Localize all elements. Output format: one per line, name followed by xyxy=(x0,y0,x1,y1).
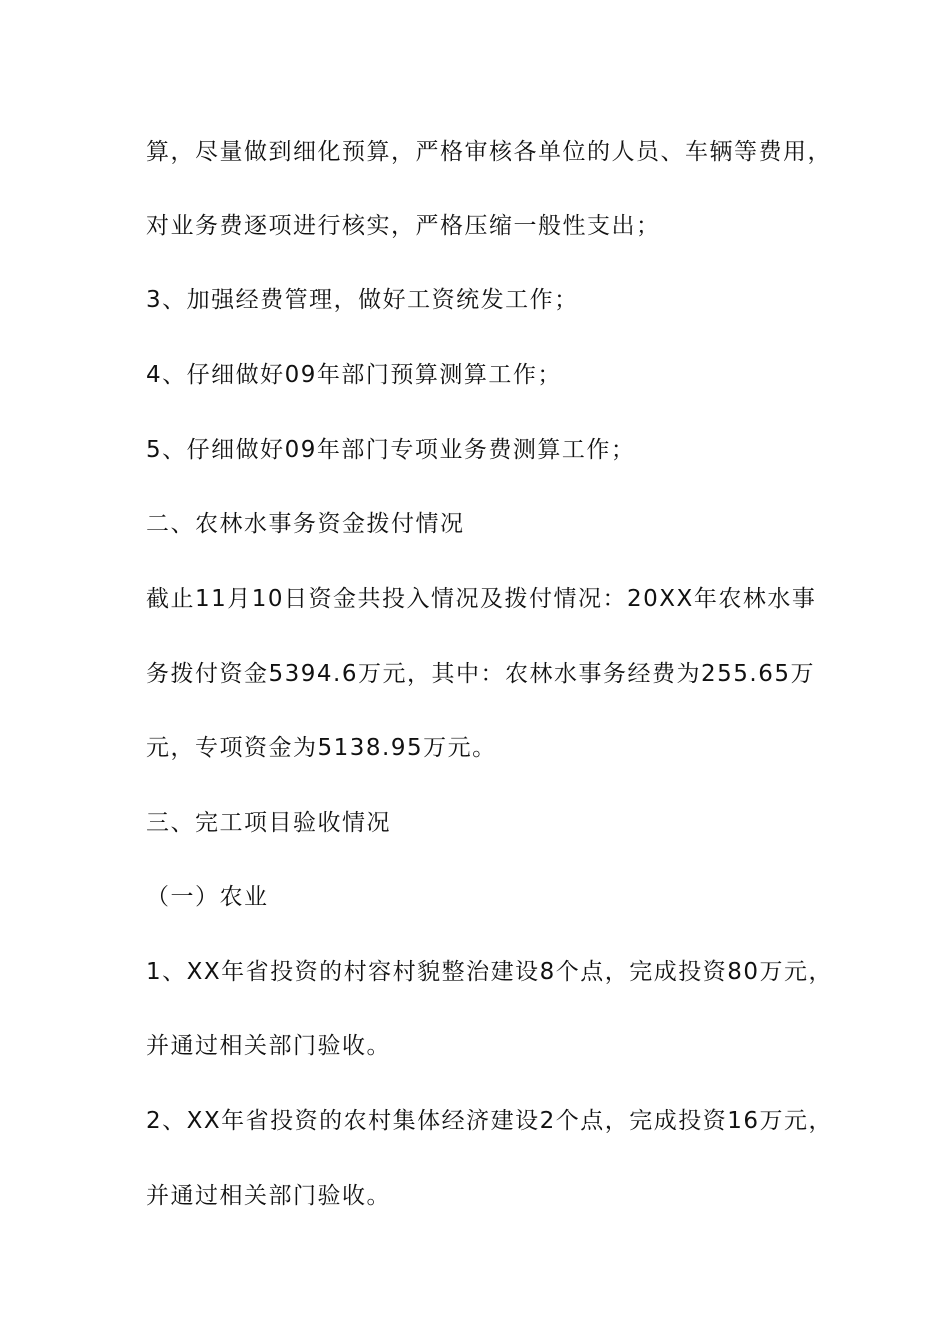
paragraph-line: 务拨付资金5394.6万元，其中：农林水事务经费为255.65万 xyxy=(146,661,815,687)
section-heading-3: 三、完工项目验收情况 xyxy=(146,810,391,836)
paragraph-line: 并通过相关部门验收。 xyxy=(146,1183,391,1209)
paragraph-line: 算，尽量做到细化预算，严格审核各单位的人员、车辆等费用， xyxy=(146,139,832,165)
section-heading-2: 二、农林水事务资金拨付情况 xyxy=(146,511,465,537)
paragraph-line: 对业务费逐项进行核实，严格压缩一般性支出； xyxy=(146,213,661,239)
subsection-heading-agriculture: （一）农业 xyxy=(146,884,269,910)
list-item-4: 4、仔细做好09年部门预算测算工作； xyxy=(146,362,562,388)
list-item-5: 5、仔细做好09年部门专项业务费测算工作； xyxy=(146,437,636,463)
paragraph-line: 截止11月10日资金共投入情况及拨付情况：20XX年农林水事 xyxy=(146,586,817,612)
paragraph-line: 元，专项资金为5138.95万元。 xyxy=(146,735,497,761)
list-item-3: 3、加强经费管理，做好工资统发工作； xyxy=(146,287,579,313)
paragraph-line: 并通过相关部门验收。 xyxy=(146,1033,391,1059)
list-item-1: 1、XX年省投资的村容村貌整治建设8个点，完成投资80万元， xyxy=(146,959,834,985)
list-item-2: 2、XX年省投资的农村集体经济建设2个点，完成投资16万元， xyxy=(146,1108,834,1134)
